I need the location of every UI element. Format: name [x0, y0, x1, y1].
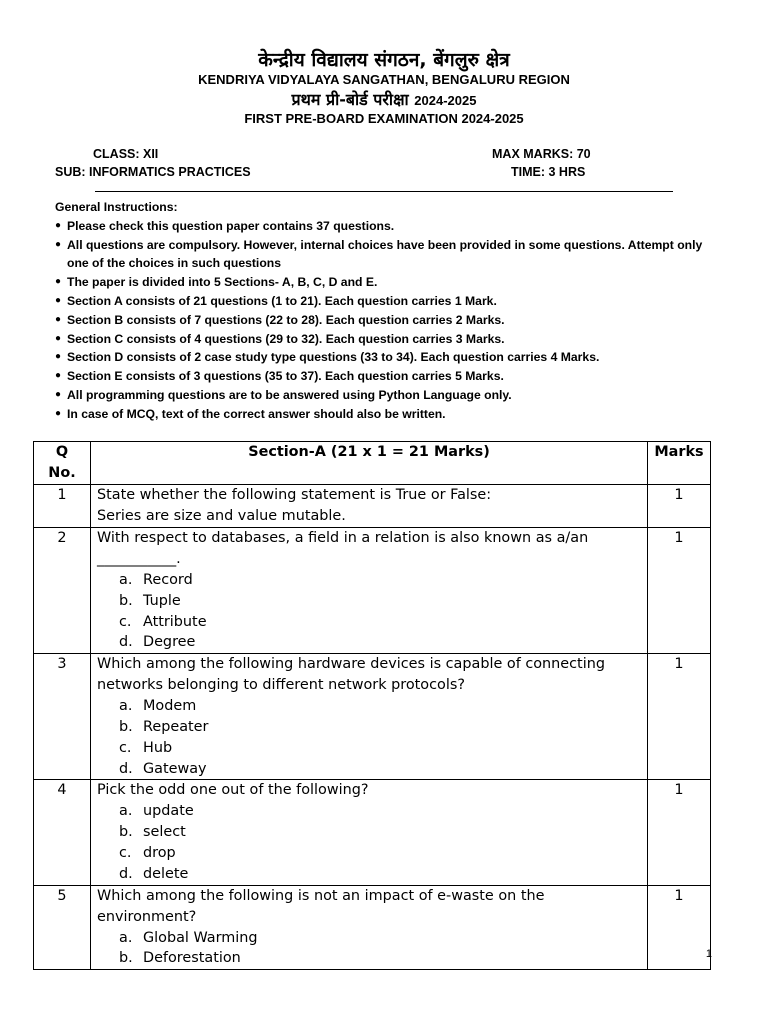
- option-item: [119, 822, 641, 843]
- option-letter: b.: [119, 950, 133, 967]
- hindi-exam-label: प्रथम प्री-बोर्ड परीक्षा: [291, 90, 409, 109]
- option-text: Modem: [143, 698, 197, 715]
- instruction-item: ● All questions are compulsory. However, internal choices have been provided in some questions. Attempt only one of the choices in such questions: [55, 236, 715, 274]
- option-letter: c.: [119, 613, 132, 630]
- instructions-title: General Instructions:: [55, 200, 178, 214]
- option-item: [119, 948, 641, 969]
- option-letter: c.: [119, 844, 132, 861]
- question-marks: 1: [648, 485, 711, 528]
- question-row: [34, 485, 711, 528]
- header-marks: Marks: [648, 442, 711, 485]
- options-list: [97, 928, 641, 970]
- option-letter: a.: [119, 803, 133, 820]
- option-text: Deforestation: [143, 950, 241, 967]
- hindi-exam-title: [0, 88, 768, 110]
- question-marks: 1: [648, 654, 711, 780]
- option-text: Repeater: [143, 718, 209, 735]
- question-text-line: Which among the following is not an impact of e-waste on the: [97, 887, 545, 904]
- instruction-item: ● Please check this question paper contains 37 questions.: [55, 217, 715, 236]
- options-list: [97, 696, 641, 779]
- hindi-exam-year: 2024-2025: [414, 93, 477, 108]
- question-number: 1: [34, 485, 91, 528]
- question-number: 2: [34, 528, 91, 654]
- instruction-item: ● Section E consists of 3 questions (35 to 37). Each question carries 5 Marks.: [55, 367, 715, 386]
- max-marks-label: MAX MARKS: 70: [492, 147, 591, 161]
- class-label: CLASS: XII: [93, 147, 159, 161]
- question-row: [34, 780, 711, 885]
- instruction-item: ● Section A consists of 21 questions (1 to 21). Each question carries 1 Mark.: [55, 292, 715, 311]
- hindi-org-title: केन्द्रीय विद्यालय संगठन, बेंगलुरु क्षेत्र: [258, 49, 510, 71]
- header-section: Section-A (21 x 1 = 21 Marks): [91, 442, 648, 485]
- question-text-line: ___________.: [97, 551, 181, 567]
- instruction-item: ● Section C consists of 4 questions (29 to 32). Each question carries 3 Marks.: [55, 330, 715, 349]
- option-item: [119, 738, 641, 759]
- subject-label: SUB: INFORMATICS PRACTICES: [55, 165, 251, 179]
- question-text-line: Series are size and value mutable.: [97, 508, 346, 524]
- option-letter: a.: [119, 698, 133, 715]
- divider-line: [95, 191, 673, 192]
- question-text-cell: [91, 885, 648, 970]
- question-number: 3: [34, 654, 91, 780]
- question-marks: 1: [648, 780, 711, 885]
- option-text: Gateway: [143, 760, 207, 777]
- option-text: Tuple: [143, 592, 181, 609]
- option-letter: d.: [119, 634, 133, 651]
- option-text: delete: [143, 865, 189, 882]
- question-table: [33, 441, 711, 970]
- option-text: Hub: [143, 739, 173, 756]
- exam-title: FIRST PRE-BOARD EXAMINATION 2024-2025: [244, 111, 524, 126]
- general-instructions: [55, 198, 715, 424]
- options-list: [97, 570, 641, 653]
- option-letter: d.: [119, 865, 133, 882]
- question-text-line: networks belonging to different network protocols?: [97, 677, 465, 694]
- options-list: [97, 801, 641, 884]
- option-text: select: [143, 824, 186, 841]
- question-row: [34, 528, 711, 654]
- option-item: [119, 801, 641, 822]
- instruction-item: ● Section D consists of 2 case study type questions (33 to 34). Each question carries 4 Marks.: [55, 348, 715, 367]
- time-label: TIME: 3 HRS: [511, 165, 586, 179]
- option-letter: c.: [119, 739, 132, 756]
- question-body: [34, 485, 711, 970]
- question-text-cell: [91, 780, 648, 885]
- option-text: Record: [143, 572, 193, 588]
- option-letter: a.: [119, 929, 133, 946]
- option-item: [119, 759, 641, 780]
- option-letter: b.: [119, 592, 133, 609]
- header-qno: Q No.: [34, 442, 91, 485]
- org-title: KENDRIYA VIDYALAYA SANGATHAN, BENGALURU REGION: [198, 72, 570, 87]
- question-text-line: Which among the following hardware devices is capable of connecting: [97, 656, 605, 673]
- option-item: [119, 632, 641, 653]
- question-number: 4: [34, 780, 91, 885]
- instruction-item: ● All programming questions are to be answered using Python Language only.: [55, 386, 715, 405]
- question-text-line: With respect to databases, a field in a relation is also known as a/an: [97, 530, 589, 546]
- option-item: [119, 696, 641, 717]
- question-row: [34, 885, 711, 970]
- option-item: [119, 717, 641, 738]
- option-item: [119, 591, 641, 612]
- question-text-cell: [91, 485, 648, 528]
- option-letter: d.: [119, 760, 133, 777]
- option-letter: a.: [119, 572, 133, 588]
- question-marks: 1: [648, 528, 711, 654]
- option-item: [119, 570, 641, 591]
- instructions-list: [55, 217, 715, 424]
- instruction-item: ● The paper is divided into 5 Sections- A, B, C, D and E.: [55, 273, 715, 292]
- option-text: update: [143, 803, 194, 820]
- question-number: 5: [34, 885, 91, 970]
- instruction-item: ● In case of MCQ, text of the correct answer should also be written.: [55, 405, 715, 424]
- question-text-line: Pick the odd one out of the following?: [97, 782, 369, 799]
- option-letter: b.: [119, 718, 133, 735]
- instruction-item: ● Section B consists of 7 questions (22 to 28). Each question carries 2 Marks.: [55, 311, 715, 330]
- question-text-line: environment?: [97, 908, 197, 925]
- question-text-cell: [91, 528, 648, 654]
- option-text: Attribute: [143, 613, 207, 630]
- option-item: [119, 843, 641, 864]
- question-text-line: State whether the following statement is True or False:: [97, 487, 492, 503]
- option-text: Global Warming: [143, 929, 258, 946]
- question-text-cell: [91, 654, 648, 780]
- option-letter: b.: [119, 824, 133, 841]
- question-row: [34, 654, 711, 780]
- question-marks: 1: [648, 885, 711, 970]
- option-item: [119, 928, 641, 949]
- option-item: [119, 864, 641, 885]
- option-text: Degree: [143, 634, 196, 651]
- option-text: drop: [143, 844, 176, 861]
- option-item: [119, 612, 641, 633]
- page-number: 1: [705, 948, 712, 960]
